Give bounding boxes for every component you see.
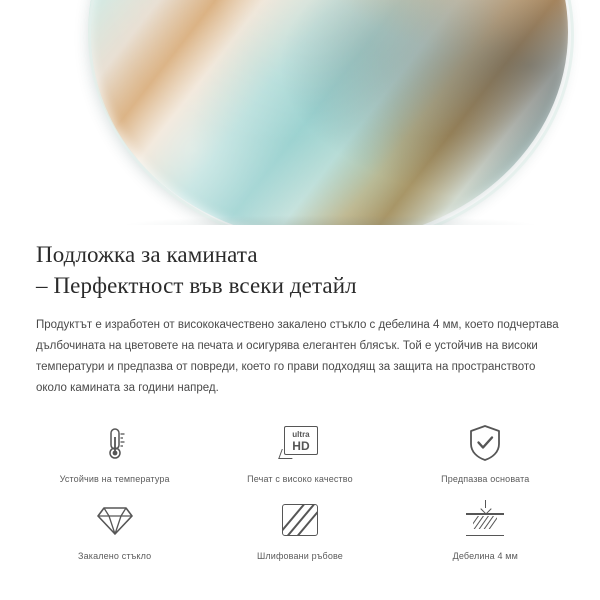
feature-surface-protection [393,413,578,490]
shield-check-icon [397,421,574,465]
feature-label: Дебелина 4 мм [452,551,518,561]
feature-label: Устойчив на температура [59,474,170,484]
ultra-hd-bottom-text: HD [292,438,310,453]
feature-label: Предпазва основата [441,474,530,484]
features-grid [0,399,600,567]
feature-print-quality [207,413,392,490]
feature-temperature-resistant [22,413,207,490]
page-title [36,239,564,301]
paper-fold-shape [278,449,296,459]
bottom-spacer [0,586,600,600]
polished-edges-icon [211,498,388,542]
feature-label: Шлифовани ръбове [256,551,343,561]
ultra-hd-top-text: ultra [292,429,310,439]
description-paragraph: Продуктът е изработен от висококачествено закалено стъкло с дебелина 4 мм, което подчертава дълбочината на цветовете на печата и осигурява елегантен блясък. Той е устойчив на високи температури и предпазва от повреди, което го прави подходящ за защита на пространството около камината за години напред. [36,319,559,394]
product-hero-image [0,0,600,225]
feature-label: Закалено стъкло [78,551,152,561]
thickness-icon [397,498,574,542]
headline-line-1: Подложка за камината [36,242,258,267]
headline-line-2: – Перфектност във всеки детайл [36,273,357,298]
feature-thickness [393,490,578,567]
glass-mat-image [88,0,568,225]
ultra-hd-print-icon [211,421,388,465]
diamond-icon [26,498,203,542]
down-arrow-icon [480,500,490,512]
text-content [0,225,600,399]
thermometer-icon [26,421,203,465]
feature-label: Печат с високо качество [247,474,353,484]
feature-tempered-glass [22,490,207,567]
feature-polished-edges [207,490,392,567]
